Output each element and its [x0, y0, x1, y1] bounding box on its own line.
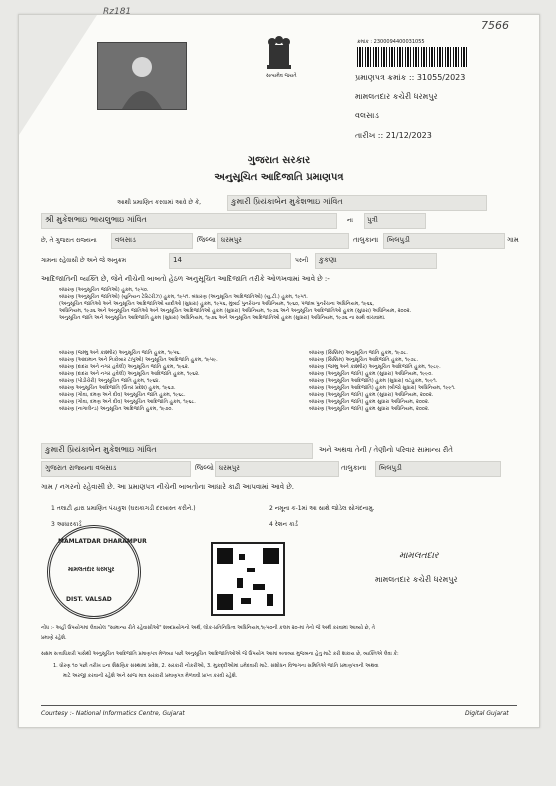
barcode-number: ક્રમાંક : 2300094400031055 [357, 39, 425, 45]
tribe-statement: આદિજાતિની વ્યક્તિ છે, જેને નીચેની બાબતો હેઠળ અનુસૂચિત આદિજાતિ તરીકે ઓળખવામાં આવે છે :- [41, 275, 330, 283]
seal-text-center: મામલતદાર ધરમપુર [68, 566, 115, 573]
family-taluka-label: તાલુકાના [341, 464, 367, 472]
cert-no-value: 31055/2023 [416, 73, 466, 82]
serial-prefix: ગામના રહેવાસી છે અને જે અનુક્રમ [41, 257, 127, 264]
order-item: (અનુસૂચિત જાતિઓ અને અનુસૂચિત આદિજાતિઓ યાદીઓ (સુધારા) હુકમ, ૧૯૫૬, મુંબઈ પુનર્રચના અધિનિયમ, ૧૯૬૦, પંજાબ પુનર્રચના અધિનિયમ, ૧૯૬૬, [59, 301, 375, 307]
order-left-item: બંધારણ (પોંડીચેરી) અનુસૂચિત જાતિ હુકમ, ૧૯૬૪. [59, 378, 160, 384]
usage-note-list: 1. ધોરણ ૧૦ પછી તરીખ ઇના શૈક્ષણિક સંસ્થામાં પ્રવેશ, 2. સરકારી નોકરીઓ, 3. મુકદ્દીઓમાં ઇમેદવારી માટે. સંશોધન વિભાગના સમિતિએ જાતિ પ્રમાણપત્રની અથવા [53, 663, 379, 669]
certificate-page: Rz181 7566 સત્યમેવ જયતે ક્રમાંક : 2300094400031055 પ્રમાણપત્ર ક્રમાંક :: 31055/2023 મામલતદાર કચેરી ધરમપુર વલસાડ તારીખ :: 21/12/2023 ગુજરાત સરકાર અનુસૂચિત આદિજાતિ પ્રમાણપત્ર આથી પ્રમાણિત કરવામાં આવે છે કે, કુમારી પ્રિયંકાબેન મુકેશભાઇ ગાંવિત શ્રી મુકેશભાઇ ભાયલુભાઇ ગાંવિત ના પુત્રી છે, તે ગુજરાત રાજ્યના વલસાડ જિલ્લા ધરમપુર તાલુકાના બિલપુડી ગામ ગામના રહેવાસી છે અને જે અનુક્રમ 14 પરની કુકણા આદિજાતિની વ્યક્તિ છે, જેને નીચેની બાબતો હેઠળ અનુસૂચિત આદિજાતિ તરીકે ઓળખવામાં આવે છે :- બંધારણ (અનુસૂચિત જાતિઓ) હુકમ, ૧૯૫૦. બંધારણ (અનુસૂચિત જાતિઓ) (યુનિયન ટેરિટરીઝ) હુકમ, ૧૯૫૧. બંધારણ (અનુસૂચિત આદિજાતિઓ) (યુ.ટી.) હુકમ, ૧૯૫૧. (અનુસૂચિત જાતિઓ અને અનુસૂચિત આદિજાતિઓ યાદીઓ (સુધારા) હુકમ, ૧૯૫૬, મુંબઈ પુનર્રચના અધિનિયમ, ૧૯૬૦, પંજાબ પુનર્રચના અધિનિયમ, ૧૯૬૬, અધિનિયમ, ૧૯૭૬ અને અનુસૂચિત જાતિઓ અને અનુસૂચિત આદિજાતિઓ હુકમ (સુધારા) અધિનિયમ, ૧૯૭૬ અને અનુસૂચિત આદિજાતિઓ હુકમ (સુધારા) અધિનિયમ, ૨૦૦૨. અનુસૂચિત જાતિ અને અનુસૂચિત આદિજાતિ હુકમ (સુધારા) અધિનિયમ, ૧૯૭૬ અને અનુસૂચિત આદિજાતિઓ હુકમ (સુધારા) અધિનિયમ, ૧૯૭૬ ના સાથે વાંચવામાં. બંધારણ (જમ્મુ અને કાશ્મીર) અનુસૂચિત જાતિ હુકમ, ૧૯૫૬. બંધારણ (આંદામાન અને નિકોબાર ટાપુઓ) અનુસૂચિત આદિજાતિ હુકમ, ૧૯૫૯. બંધારણ (દાદરા અને નગર હવેલી) અનુસૂચિત જાતિ હુકમ, ૧૯૬૨. બંધારણ (દાદરા અને નગર હવેલી) અનુસૂચિત આદિજાતિ હુકમ, ૧૯૬૨. બંધારણ (પોંડીચેરી) અનુસૂચિત જાતિ હુકમ, ૧૯૬૪. બંધારણ અનુસૂચિત આદિજાતિ (ઉત્તર પ્રદેશ) હુકમ, ૧૯૬૭. બંધારણ (ગોવા, દમણ અને દીવ) અનુસૂચિત જાતિ હુકમ, ૧૯૬૮. બંધારણ (ગોવા, દમણ અને દીવ) અનુસૂચિત આદિજાતિ હુકમ, ૧૯૬૮. બંધારણ (નાગાલેન્ડ) અનુસૂચિત આદિજાતિ હુકમ, ૧૯૭૦. બંધારણ (સિક્કિમ) અનુસૂચિત જાતિ હુકમ, ૧૯૭૮. બંધારણ (સિક્કિમ) અનુસૂચિત આદિજાતિ હુકમ, ૧૯૭૮. બંધારણ (જમ્મુ અને કાશ્મીર) અનુસૂચિત આદિજાતિ હુકમ, ૧૯૮૯. બંધારણ (અનુસૂચિત જાતિ) હુકમ (સુધારા) અધિનિયમ, ૧૯૯૦. બંધારણ (અનુસૂચિત આદિજાતિ) હુકમ (સુધારા) વટહુકમ, ૧૯૯૧. બંધારણ (અનુસૂચિત આદિજાતિ) હુકમ (બીજો સુધારા) અધિનિયમ, ૧૯૯૧. બંધારણ (અનુસૂચિત જાતિ) હુકમ (સુધારા) અધિનિયમ, ૨૦૦૨. બંધારણ (અનુસૂચિત જાતિ) હુકમ સુધારા અધિનિયમ, ૨૦૦૨. બંધારણ (અનુસૂચિત જાતિ) હુકમ સુધારા અધિનિયમ, ૨૦૦૨. કુમારી પ્રિયંકાબેન મુકેશભાઇ ગાંવિત અને અથવા તેની / તેણીનો પરિવાર સામાન્ય રીતે ગુજરાત રાજ્યના વલસાડ જિલ્લો ધરમપુર તાલુકાના બિલપુડી ગામ / નગરનો રહેવાસી છે. આ પ્રમાણપત્ર નીચેની બાબતોના આધારે કાઢી આપવામાં આવે છે. 1 તલાટી દ્વારા પ્રમાણિત પંચકુશ (ઘરાકાગડી દરખાસ્ત કરીને.) 2 નમૂના ક-1માં આ સાથે જોડેલ સોગંદનામુ. 3 આધારકાર્ડ 4 રેશન કાર્ડ MAMLATDAR DHARAMPUR મામલતદાર ધરમપુર DIST. VALSAD મામલતદાર મામલતદાર કચેરી ધરમપુર નોંધ :- અહીં ઉપયોગમાં લેવાયેલ "સામાન્ય રીતે રહેવાસીઓ" શબ્દપ્રયોગનો અર્થ, લોક-પ્રતિનિધિત્વ અધિનિયમ,૧૯૫૦ની કલમ ૨૦-માં તેનો જે અર્થ કરવામાં આવ્યો છે, તે પ્રમાણે રહેશે. સક્ષમ સત્તાધિકારી પાસેથી અનુસૂચિત આદિજાતિ પ્રમાણપત્ર મેળવ્યા પછી અનુસૂચિત આદિજાતિઓએ જે ઉપયોગ આમાં બતાવ્યા મુજબના હેતુ માટે કરી શકાય છે, વ્યક્તિએ લેવા કે: 1. ધોરણ ૧૦ પછી તરીખ ઇના શૈક્ષણિક સંસ્થામાં પ્રવેશ, 2. સરકારી નોકરીઓ, 3. મુકદ્દીઓમાં ઇમેદવારી માટે. સંશોધન વિભાગના સમિતિએ જાતિ પ્રમાણપત્રની અથવા માટે અરજી કરવાની રહેશે અને સાંજ માત્ર સરકારી પ્રમાણપત્ર મેળવવી પ્રાપ્ત કરવી રહેશે. Courtesy :- National Informatics Centre, Gujarat Digital Gujarat [18, 14, 540, 728]
usage-note-list-continued: માટે અરજી કરવાની રહેશે અને સાંજ માત્ર સરકારી પ્રમાણપત્ર મેળવવી પ્રાપ્ત કરવી રહેશે. [63, 673, 238, 679]
seal-text-top: MAMLATDAR DHARAMPUR [58, 538, 147, 545]
order-item: બંધારણ (અનુસૂચિત જાતિઓ) હુકમ, ૧૯૫૦. [59, 287, 149, 293]
order-right-item: બંધારણ (જમ્મુ અને કાશ્મીર) અનુસૂચિત આદિજાતિ હુકમ, ૧૯૮૯. [309, 364, 441, 370]
order-right-item: બંધારણ (સિક્કિમ) અનુસૂચિત આદિજાતિ હુકમ, ૧૯૭૮. [309, 357, 419, 363]
tribe-name: કુકણા [319, 256, 337, 264]
residence-prefix: છે, તે ગુજરાત રાજ્યના [41, 237, 97, 244]
family-district: વલસાડ [95, 464, 117, 472]
note-definition-continued: પ્રમાણે રહેશે. [41, 635, 67, 641]
order-right-item: બંધારણ (અનુસૂચિત જાતિ) હુકમ સુધારા અધિનિયમ, ૨૦૦૨. [309, 406, 430, 412]
order-left-item: બંધારણ (જમ્મુ અને કાશ્મીર) અનુસૂચિત જાતિ હુકમ, ૧૯૫૬. [59, 350, 181, 356]
order-left-item: બંધારણ (દાદરા અને નગર હવેલી) અનુસૂચિત જાતિ હુકમ, ૧૯૬૨. [59, 364, 190, 370]
order-left-item: બંધારણ (ગોવા, દમણ અને દીવ) અનુસૂચિત જાતિ હુકમ, ૧૯૬૮. [59, 392, 186, 398]
applicant-photo [97, 42, 187, 110]
residence-taluka-label: તાલુકાના [353, 236, 379, 244]
family-member-name: કુમારી પ્રિયંકાબેન મુકેશભાઇ ગાંવિત [45, 445, 157, 454]
usage-note: સક્ષમ સત્તાધિકારી પાસેથી અનુસૂચિત આદિજાતિ પ્રમાણપત્ર મેળવ્યા પછી અનુસૂચિત આદિજાતિઓએ જે ઉપયોગ આમાં બતાવ્યા મુજબના હેતુ માટે કરી શકાય છે, વ્યક્તિએ લેવા કે: [41, 651, 399, 657]
intro-text: આથી પ્રમાણિત કરવામાં આવે છે કે, [117, 199, 202, 206]
parent-name: શ્રી મુકેશભાઇ ભાયલુભાઇ ગાંવિત [45, 215, 147, 224]
footer-divider [41, 705, 517, 706]
family-district-label: જિલ્લો [195, 464, 214, 472]
residence-village-label: ગામ [507, 236, 519, 244]
serial-number: 14 [173, 256, 182, 264]
order-left-item: બંધારણ અનુસૂચિત આદિજાતિ (ઉત્તર પ્રદેશ) હુકમ, ૧૯૬૭. [59, 385, 176, 391]
emblem-motto: સત્યમેવ જયતે [266, 73, 297, 79]
order-left-item: બંધારણ (ગોવા, દમણ અને દીવ) અનુસૂચિત આદિજાતિ હુકમ, ૧૯૬૮. [59, 399, 196, 405]
basis-item-2: 2 નમૂના ક-1માં આ સાથે જોડેલ સોગંદનામુ. [269, 505, 375, 512]
order-item: અનુસૂચિત જાતિ અને અનુસૂચિત આદિજાતિ હુકમ (સુધારા) અધિનિયમ, ૧૯૭૬ અને અનુસૂચિત આદિજાતિઓ હુકમ (સુધારા) અધિનિયમ, ૧૯૭૬ ના સાથે વાંચવામાં. [59, 315, 386, 321]
residence-district: વલસાડ [115, 236, 136, 244]
order-right-item: બંધારણ (અનુસૂચિત જાતિ) હુકમ સુધારા અધિનિયમ, ૨૦૦૨. [309, 399, 430, 405]
official-seal [47, 525, 147, 619]
page-fold [19, 15, 97, 135]
qr-code[interactable] [211, 542, 285, 616]
order-right-item: બંધારણ (અનુસૂચિત આદિજાતિ) હુકમ (બીજો સુધારા) અધિનિયમ, ૧૯૯૧. [309, 385, 456, 391]
office-name: મામલતદાર કચેરી ધરમપુર [355, 92, 438, 101]
orders-right-column [309, 350, 456, 413]
district-name: વલસાડ [355, 111, 379, 120]
basis-item-4: 4 રેશન કાર્ડ [269, 521, 298, 528]
residence-village: બિલપુડી [387, 236, 410, 244]
handwritten-note: Rz181 [103, 7, 132, 17]
order-right-item: બંધારણ (સિક્કિમ) અનુસૂચિત જાતિ હુકમ, ૧૯૭૮. [309, 350, 408, 356]
residence-taluka: ધરમપુર [221, 236, 242, 244]
applicant-name: કુમારી પ્રિયંકાબેન મુકેશભાઇ ગાંવિત [231, 197, 343, 206]
government-title: ગુજરાત સરકાર [247, 155, 311, 166]
order-right-item: બંધારણ (અનુસૂચિત જાતિ) હુકમ (સુધારા) અધિનિયમ, ૧૯૯૦. [309, 371, 433, 377]
family-village: બિલપુડી [379, 464, 402, 472]
date-label: તારીખ [355, 131, 376, 140]
order-item: બંધારણ (અનુસૂચિત જાતિઓ) (યુનિયન ટેરિટરીઝ) હુકમ, ૧૯૫૧. બંધારણ (અનુસૂચિત આદિજાતિઓ) (યુ.ટી.) હુકમ, ૧૯૫૧. [59, 294, 308, 300]
basis-item-1: 1 તલાટી દ્વારા પ્રમાણિત પંચકુશ (ઘરાકાગડી દરખાસ્ત કરીને.) [51, 505, 196, 512]
order-left-item: બંધારણ (નાગાલેન્ડ) અનુસૂચિત આદિજાતિ હુકમ, ૧૯૭૦. [59, 406, 173, 412]
orders-left-column [59, 350, 218, 413]
residence-note: ગામ / નગરનો રહેવાસી છે. આ પ્રમાણપત્ર નીચેની બાબતોના આધારે કાઢી આપવામાં આવે છે. [41, 483, 294, 491]
seal-text-bottom: DIST. VALSAD [66, 596, 112, 603]
order-left-item: બંધારણ (દાદરા અને નગર હવેલી) અનુસૂચિત આદિજાતિ હુકમ, ૧૯૬૨. [59, 371, 200, 377]
footer-brand: Digital Gujarat [465, 710, 509, 717]
order-left-item: બંધારણ (આંદામાન અને નિકોબાર ટાપુઓ) અનુસૂચિત આદિજાતિ હુકમ, ૧૯૫૯. [59, 357, 218, 363]
footer-courtesy: Courtesy :- National Informatics Centre, Gujarat [41, 710, 185, 717]
order-right-item: બંધારણ (અનુસૂચિત જાતિ) હુકમ (સુધારા) અધિનિયમ, ૨૦૦૨. [309, 392, 434, 398]
certificate-title: અનુસૂચિત આદિજાતિ પ્રમાણપત્ર [214, 172, 344, 183]
signature: મામલતદાર [399, 551, 439, 561]
date-value: 21/12/2023 [385, 131, 432, 140]
national-emblem-icon [259, 33, 299, 73]
basis-item-3: 3 આધારકાર્ડ [51, 521, 82, 528]
handwritten-number: 7566 [481, 19, 509, 32]
note-definition: નોંધ :- અહીં ઉપયોગમાં લેવાયેલ "સામાન્ય રીતે રહેવાસીઓ" શબ્દપ્રયોગનો અર્થ, લોક-પ્રતિનિધિત્વ અધિનિયમ,૧૯૫૦ની કલમ ૨૦-માં તેનો જે અર્થ કરવામાં આવ્યો છે, તે [41, 625, 375, 631]
family-statement: અને અથવા તેની / તેણીનો પરિવાર સામાન્ય રીતે [319, 446, 453, 454]
residence-district-label: જિલ્લા [197, 236, 216, 244]
family-taluka: ધરમપુર [219, 464, 240, 472]
relation-label: ના [347, 217, 353, 224]
orders-list [59, 287, 411, 322]
order-right-item: બંધારણ (અનુસૂચિત આદિજાતિ) હુકમ (સુધારા) વટહુકમ, ૧૯૯૧. [309, 378, 438, 384]
cert-no-label: પ્રમાણપત્ર ક્રમાંક [355, 73, 407, 82]
signature-office: મામલતદાર કચેરી ધરમપુર [375, 575, 458, 584]
tribe-label: પરની [295, 257, 309, 264]
barcode [357, 47, 469, 67]
relation-type: પુત્રી [367, 216, 378, 224]
order-item: અધિનિયમ, ૧૯૭૬ અને અનુસૂચિત જાતિઓ અને અનુસૂચિત આદિજાતિઓ હુકમ (સુધારા) અધિનિયમ, ૧૯૭૬ અને અનુસૂચિત આદિજાતિઓ હુકમ (સુધારા) અધિનિયમ, ૨૦૦૨. [59, 308, 412, 314]
family-state: ગુજરાત રાજ્યના [45, 464, 94, 472]
